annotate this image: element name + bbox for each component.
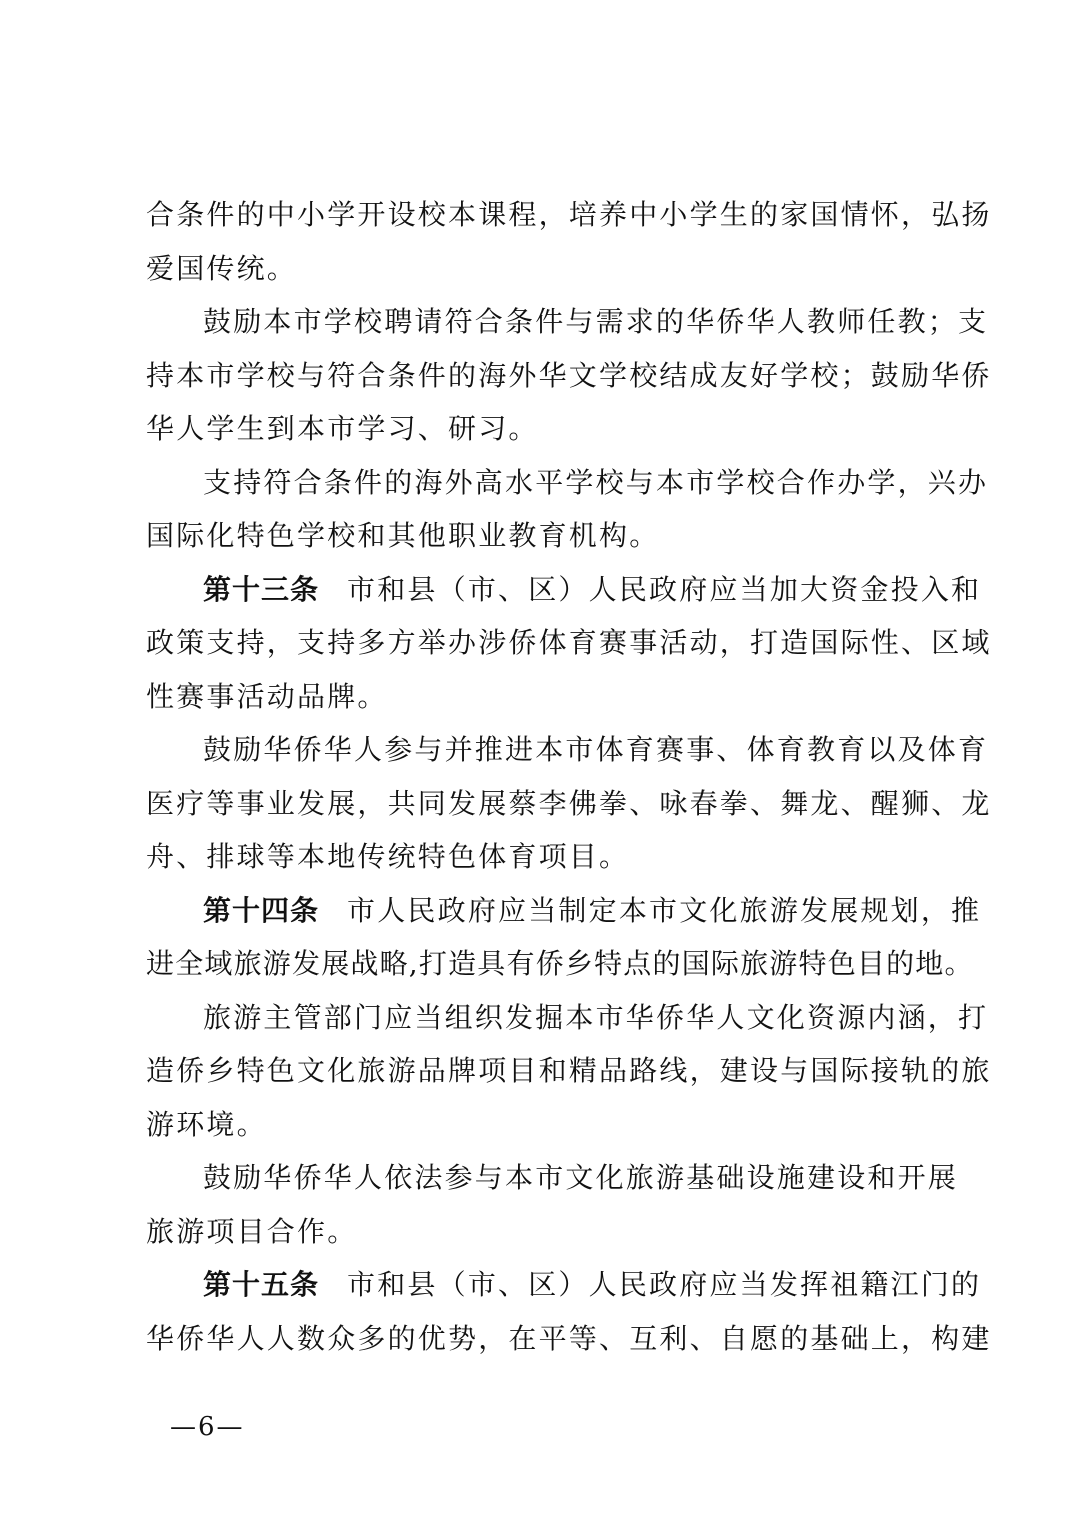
text-line: 国际化特色学校和其他职业教育机构。 [146, 519, 660, 552]
text-line: 华人学生到本市学习、研习。 [146, 412, 539, 445]
text-line: 进全域旅游发展战略,打造具有侨乡特点的国际旅游特色目的地。 [146, 947, 974, 980]
text-line: 旅游项目合作。 [146, 1214, 358, 1248]
page-number: —6— [170, 1412, 245, 1442]
text-line: 政策支持，支持多方举办涉侨体育赛事活动，打造国际性、区域 [146, 626, 992, 659]
text-line: 旅游主管部门应当组织发掘本市华侨华人文化资源内涵，打 [203, 1000, 989, 1034]
text-line: 医疗等事业发展，共同发展蔡李佛拳、咏春拳、舞龙、醒狮、龙 [146, 786, 992, 820]
body-text [146, 188, 992, 1365]
article-first-line [146, 563, 982, 617]
text-line: 合条件的中小学开设校本课程，培养中小学生的家国情怀，弘扬 [146, 198, 992, 231]
text-line: 舟、排球等本地传统特色体育项目。 [146, 840, 630, 873]
text-line: 鼓励华侨华人参与并推进本市体育赛事、体育教育以及体育 [203, 733, 989, 766]
article-number: 第十三条 [203, 572, 320, 606]
text-line: 游环境。 [146, 1107, 267, 1141]
text-line: 鼓励本市学校聘请符合条件与需求的华侨华人教师任教；支 [203, 305, 989, 338]
text-line: 鼓励华侨华人依法参与本市文化旅游基础设施建设和开展 [203, 1161, 959, 1194]
text-line: 持本市学校与符合条件的海外华文学校结成友好学校；鼓励华侨 [146, 358, 992, 392]
text-line: 华侨华人人数众多的优势，在平等、互利、自愿的基础上，构建 [146, 1321, 992, 1355]
article-text: 市和县（市、区）人民政府应当加大资金投入和 [347, 572, 982, 606]
text-line: 造侨乡特色文化旅游品牌项目和精品路线，建设与国际接轨的旅 [146, 1054, 992, 1087]
text-line: 爱国传统。 [146, 251, 298, 285]
article-first-line [146, 884, 982, 938]
article-number: 第十四条 [203, 893, 320, 927]
article-text: 市和县（市、区）人民政府应当发挥祖籍江门的 [347, 1268, 982, 1301]
text-line: 性赛事活动品牌。 [146, 679, 388, 713]
article-number: 第十五条 [203, 1268, 320, 1301]
article-text: 市人民政府应当制定本市文化旅游发展规划，推 [347, 893, 982, 927]
article-first-line [146, 1258, 982, 1312]
text-line: 支持符合条件的海外高水平学校与本市学校合作办学，兴办 [203, 465, 989, 499]
